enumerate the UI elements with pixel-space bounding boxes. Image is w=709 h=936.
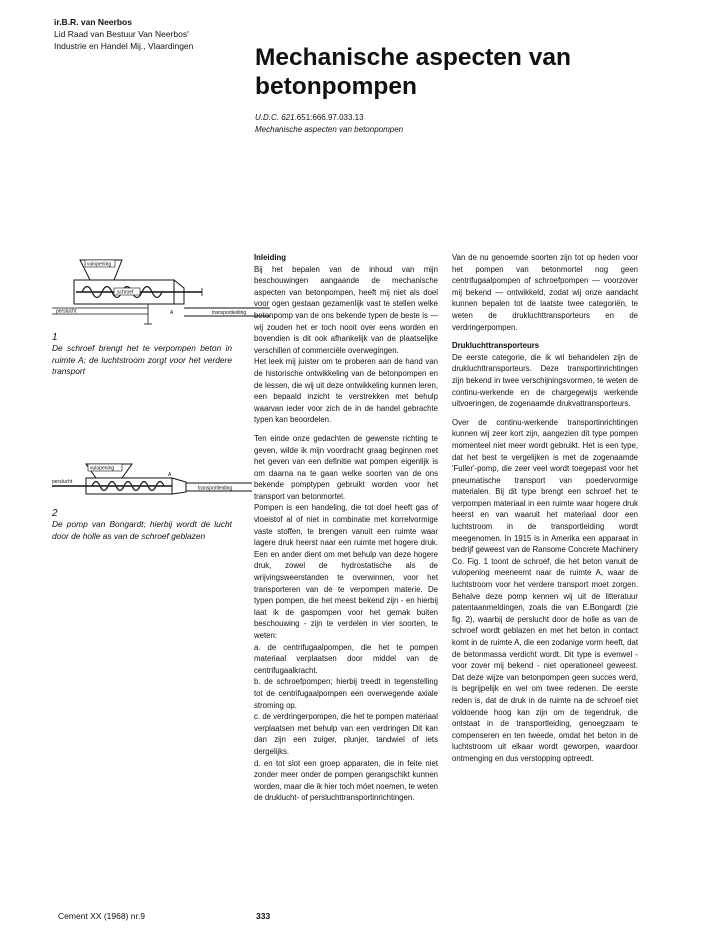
list-item-a: a. de centrifugaalpompen, die het te pompen materiaal verplaatsen door middel van de centrifugaalkracht. xyxy=(254,642,438,675)
figure-2 xyxy=(52,462,232,542)
list-item-d: d. en tot slot een groep apparaten, die in feite niet zonder meer onder de pompen gerangschikt kunnen worden, maar die ik hier toch móet noemen, te weten de druklucht- of persluchttransportinrichtingen. xyxy=(254,758,438,803)
paragraph: De eerste categorie, die ik wil behandelen zijn de drukluchttransporteurs. Deze transportinrichtingen zijn bekend in twee verschijningsvormen, te weten de continu-werkende en de chargegewijs werkende uitvoeringen, de zogenaamde drukvattransporteurs. xyxy=(452,352,638,409)
list-item-b: b. de schroefpompen; hierbij treedt in tegenstelling tot de centrifugaalpompen een overwegende axiale stroming op. xyxy=(254,677,438,710)
section-heading-inleiding: Inleiding xyxy=(254,253,287,262)
fig1-label-screw: schroef xyxy=(117,289,134,296)
section-heading-drukluchttransporteurs: Drukluchttransporteurs xyxy=(452,341,540,351)
author-affiliation-line1: Lid Raad van Bestuur Van Neerbos' xyxy=(54,29,189,39)
fig2-label-hopper: vulopening xyxy=(90,465,115,472)
page-number: 333 xyxy=(256,911,271,921)
body-column-1 xyxy=(254,252,438,804)
fig1-label-pipe: transportleiding xyxy=(212,310,247,316)
figure-1-diagram xyxy=(52,258,272,330)
fig1-label-hopper: vulopening xyxy=(87,261,112,268)
figure-2-diagram xyxy=(52,462,272,506)
paragraph: Van de nu genoemde soorten zijn tot op heden voor het pompen van betonmortel nog geen centrifugaalpompen of schroefpompen — voorzover mij bekend — ontwikkeld, zodat wij onze aandacht kunnen bepalen tot de laatste twee categoriën, te weten de drukluchttransporteurs en de verdringerpompen. xyxy=(452,253,638,332)
udc-subtitle: Mechanische aspecten van betonpompen xyxy=(255,125,404,134)
udc-code xyxy=(255,112,364,124)
figure-1-number: 1 xyxy=(52,332,58,343)
paragraph: Het leek mij juister om te proberen aan de hand van de historische ontwikkeling van de betonpompen en de lessen, die wij uit deze ontwikkeling kunnen leren, een bepaald inzicht te verstrekken met behulp waarvan ieder voor zich de in de handel gebrachte typen kan beoordelen. xyxy=(254,357,438,425)
list-item-c: c. de verdringerpompen, die het te pompen materiaal verplaatsen met behulp van een verdringen Dit kan dan zijn een zuiger, plunjer, tandwiel of iets dergelijks. xyxy=(254,712,438,756)
figure-2-number: 2 xyxy=(52,508,58,519)
journal-reference: Cement XX (1968) nr.9 xyxy=(58,911,145,921)
udc-prefix: U.D.C. 621 xyxy=(255,113,295,122)
paragraph: Ten einde onze gedachten de gewenste richting te geven, wilde ik mijn voordracht graag beginnen met het geven van een definitie wat pompen eigenlijk is om daarna na te gaan welke soorten van de ons bekende pomptypen gebruikt worden voor het transport van betonmortel. xyxy=(254,433,438,501)
title-line-2: betonpompen xyxy=(255,73,417,100)
paragraph: Bij het bepalen van de inhoud van mijn beschouwingen aangaande de mechanische aspecten van betonpompen, heeft mij niet als doel voor ogen gestaan gezamenlijk vast te stellen welke betonpomp van de ons bekende typen de beste is — wij zouden het er toch nooit over eens worden en bovendien is dit ook afhankelijk van de plaatselijke verschillen of commerciële overwegingen. xyxy=(254,264,438,355)
fig1-label-point: A xyxy=(170,310,174,316)
figure-1 xyxy=(52,258,247,378)
fig2-label-air: perslucht xyxy=(52,479,73,485)
paragraph: Over de continu-werkende transportinrichtingen kunnen wij zeer kort zijn, aangezien dit type pompen momenteel niet meer wordt gebruikt. Het is een type, dat het best te vergelijken is met de zogenaamde 'Fuller'-pomp, die zeer veel wordt toegepast voor het pneumatische transport van poedervormige materialen. Bij dit type brengt een schroef het te verpompen materiaal in een ruimte waar hogere druk heerst en van waaruit het materiaal door een luchtstroom in de transportleiding wordt meegenomen. In 1915 is in Amerika een apparaat in bedrijf geweest van de Ransome Concrete Machinery Co. Fig. 1 toont de schroef, die het beton vanuit de vulopening meeneemt naar de ruimte A, waar de luchtstroom voor het verdere transport moet zorgen. Behalve deze pomp kennen wij uit de litteratuur patentaanmeldingen, zoals die van E.Bongardt (zie fig. 2), waarbij de perslucht door de holle as van de schroef wordt geblazen en met het beton in contact komt in de ruimte A, die een zodanige vorm heeft, dat de betonmassa verdicht wordt. Dit type is evenwel - voor zover mij bekend - niet operationeel geweest. Dat deze wijze van betonpompen geen succes werd, is begrijpelijk en wel om twee redenen. De eerste reden is, dat de druk in de ruimte na de schroef niet voldoende hoog kan zijn om de tegendruk, die ontstaat in de transportleiding, genoegzaam te compenseren en ten tweede, omdat het beton in de luchtstroom uit elkaar wordt geworpen, waardoor ontmenging en dus verstopping optreedt. xyxy=(452,417,638,763)
author-name: ir.B.R. van Neerbos xyxy=(54,17,132,27)
fig1-label-air: perslucht xyxy=(56,308,77,315)
figure-1-caption: De schroef brengt het te verpompen beton in ruimte A; de luchtstroom zorgt voor het verdere transport xyxy=(52,343,232,377)
body-column-2 xyxy=(452,252,638,765)
figure-2-caption: De pomp van Bongardt; hierbij wordt de lucht door de holle as van de schroef geblazen xyxy=(52,519,232,541)
title-line-1: Mechanische aspecten van xyxy=(255,44,571,71)
paragraph: Pompen is een handeling, die tot doel heeft gas of vloeistof al of niet in combinatie met korrelvormige vaste stoffen, te brengen vanuit een ruimte waar lagere druk heerst naar een ruimte met hogere druk. Een en ander dient om met behulp van deze hogere druk, zowel de hydrostatische als de wrijvingsweerstanden te overwinnen, voor het transporteren van de te verpompen materie. De typen pompen, die het meest bekend zijn - en hierbij laat ik de gaspompen voor het gemak buiten beschouwing - zijn te verdelen in vier soorten, te weten: xyxy=(254,503,438,640)
article-title xyxy=(255,43,695,101)
author-affiliation-line2: Industrie en Handel Mij., Vlaardingen xyxy=(54,41,194,51)
udc-rest: .651:666.97.033.13 xyxy=(294,113,364,122)
fig2-label-point: A xyxy=(168,472,172,478)
fig2-label-pipe: transportleiding xyxy=(198,485,233,492)
